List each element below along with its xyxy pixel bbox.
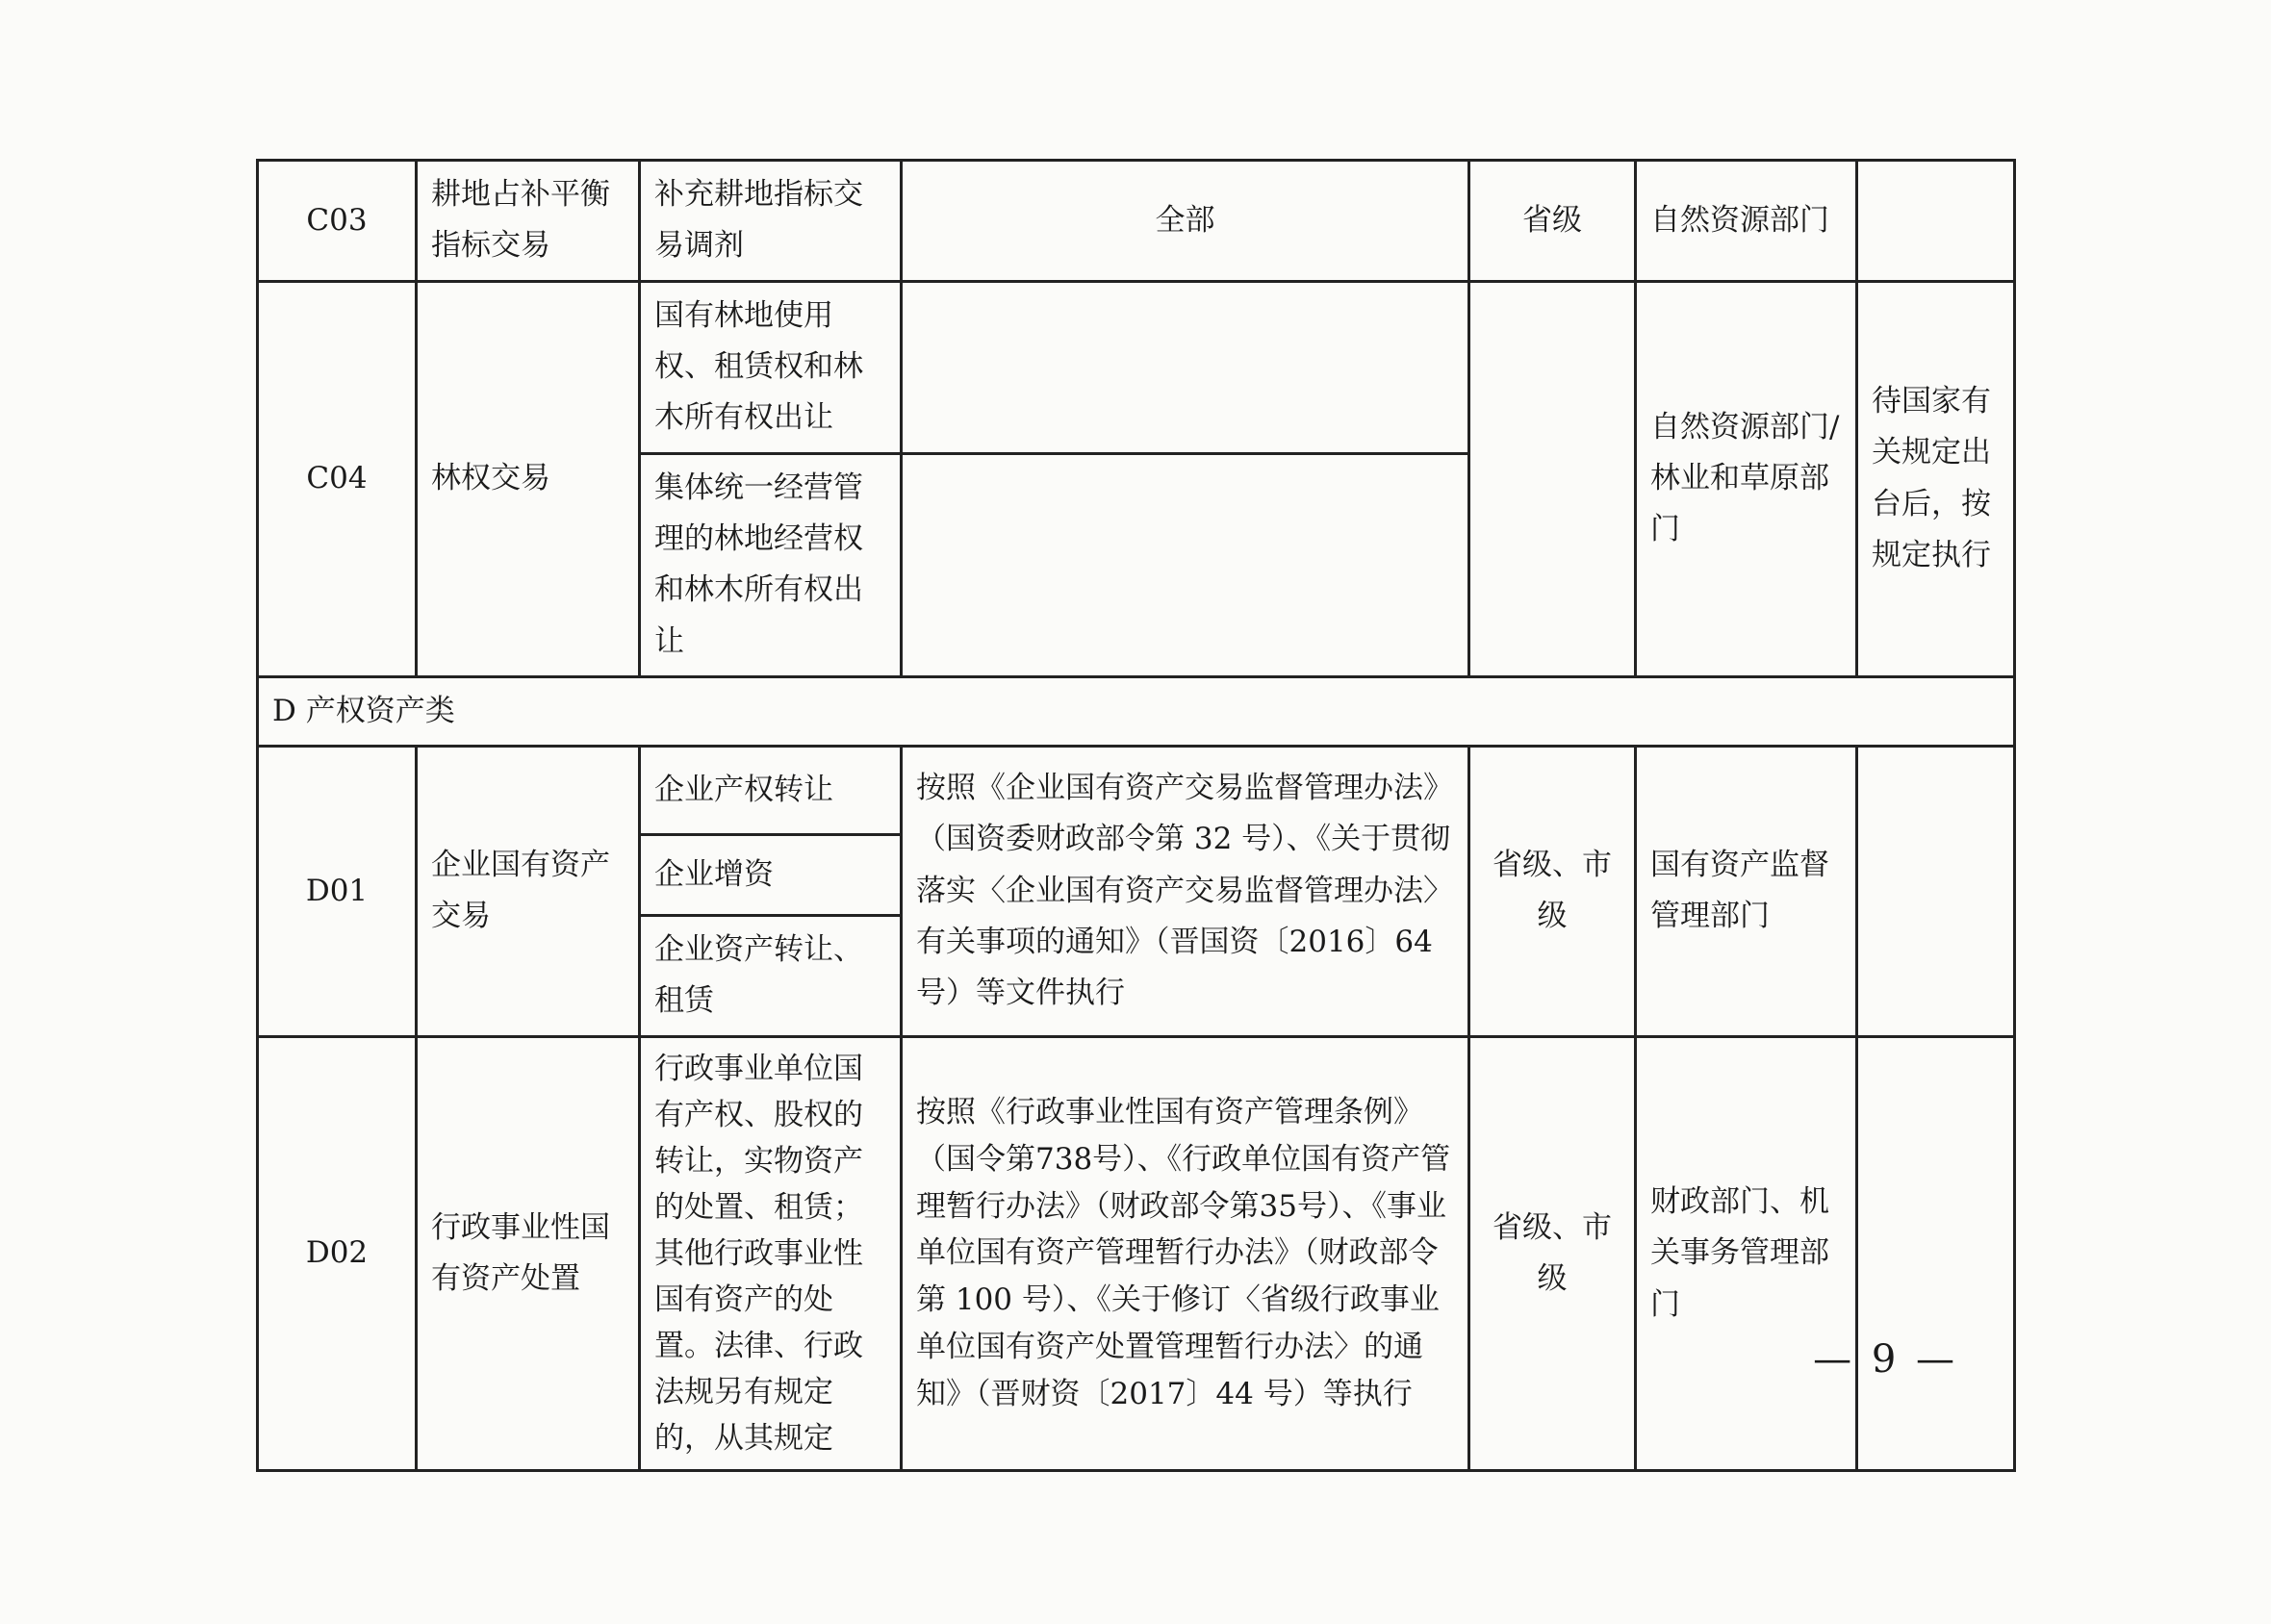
note-cell — [1857, 161, 2015, 282]
table-row-c04-a — [258, 281, 2015, 453]
table-row-d02 — [258, 1036, 2015, 1470]
table-row-d01-a — [258, 747, 2015, 835]
level-cell: 省级、市级 — [1469, 747, 1636, 1037]
category-cell: 耕地占补平衡指标交易 — [417, 161, 640, 282]
item-cell: 国有林地使用权、租赁权和林木所有权出让 — [640, 281, 902, 453]
basis-line: 按照《企业国有资产交易监督管理办法》 — [916, 771, 1453, 806]
item-cell: 集体统一经营管理的林地经营权和林木所有权出让 — [640, 453, 902, 676]
department-cell: 自然资源部门 — [1636, 161, 1857, 282]
category-cell: 林权交易 — [417, 281, 640, 676]
item-cell: 行政事业单位国有产权、股权的转让，实物资产的处置、租赁；其他行政事业性国有资产的处置。法律、行政法规另有规定的，从其规定 — [640, 1036, 902, 1470]
scope-cell — [902, 281, 1469, 453]
catalog-table — [256, 159, 2016, 1472]
page-number: — 9 — — [1813, 1337, 1958, 1382]
note-cell: 待国家有关规定出台后，按规定执行 — [1857, 281, 2015, 676]
basis-cell — [902, 747, 1469, 1037]
basis-cell: 按照《行政事业性国有资产管理条例》（国令第738号）、《行政单位国有资产管理暂行办法》（财政部令第35号）、《事业单位国有资产管理暂行办法》（财政部令第 100 号）、《关于修订〈省级行政事业单位国有资产处置管理暂行办法〉的通知》（晋财资〔2017〕44 号）等执行 — [902, 1036, 1469, 1470]
note-cell — [1857, 1036, 2015, 1470]
level-cell: 省级 — [1469, 161, 1636, 282]
code-cell: D02 — [258, 1036, 417, 1470]
department-cell: 国有资产监督管理部门 — [1636, 747, 1857, 1037]
department-cell: 财政部门、机关事务管理部门 — [1636, 1036, 1857, 1470]
item-cell: 补充耕地指标交易调剂 — [640, 161, 902, 282]
section-row — [258, 676, 2015, 746]
category-cell: 企业国有资产交易 — [417, 747, 640, 1037]
section-title: D 产权资产类 — [258, 676, 2015, 746]
level-cell — [1469, 281, 1636, 676]
note-cell — [1857, 747, 2015, 1037]
basis-text: （国资委财政部令第 32 号）、《关于贯彻落实〈企业国有资产交易监督管理办法〉有关事项的通知》（晋国资〔2016〕64 号）等文件执行 — [916, 822, 1453, 1011]
category-cell: 行政事业性国有资产处置 — [417, 1036, 640, 1470]
item-cell: 企业产权转让 — [640, 747, 902, 835]
code-cell: D01 — [258, 747, 417, 1037]
code-cell: C03 — [258, 161, 417, 282]
department-cell: 自然资源部门/林业和草原部门 — [1636, 281, 1857, 676]
scope-cell — [902, 453, 1469, 676]
level-cell: 省级、市级 — [1469, 1036, 1636, 1470]
scope-cell: 全部 — [902, 161, 1469, 282]
item-cell: 企业资产转让、租赁 — [640, 916, 902, 1037]
item-cell: 企业增资 — [640, 835, 902, 916]
code-cell: C04 — [258, 281, 417, 676]
table-row-c03 — [258, 161, 2015, 282]
